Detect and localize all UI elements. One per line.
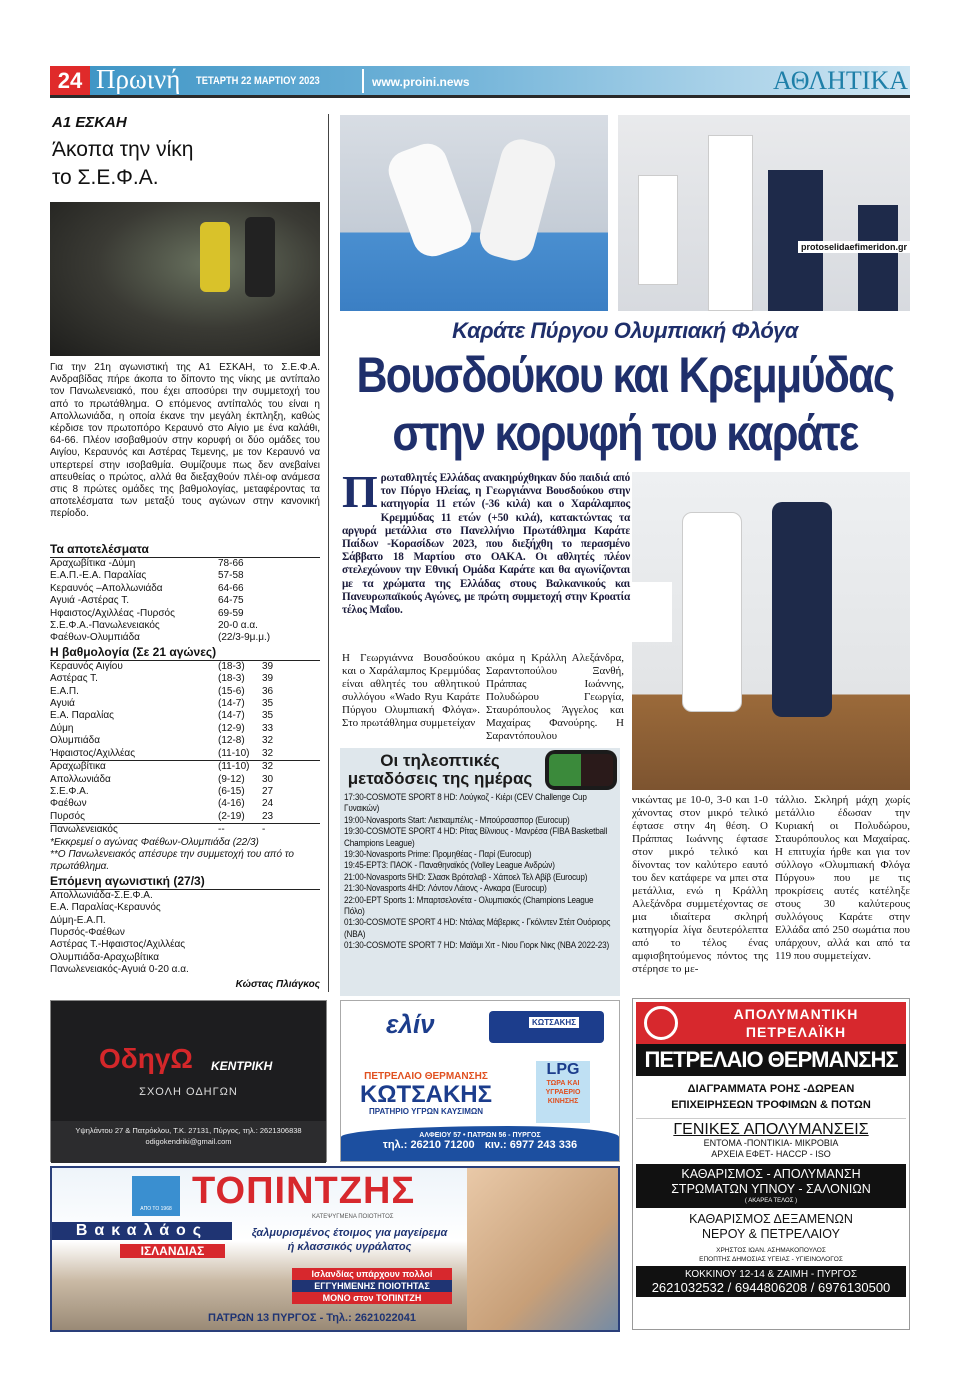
no-pests-icon: [644, 1006, 678, 1040]
result-row: [50, 608, 320, 620]
team-pair: Ε.Α.Π.-Ε.Α. Παραλίας: [50, 570, 147, 582]
headline-line: στην κορυφή του καράτε: [392, 405, 858, 461]
ad-claim: ΕΓΓΥΗΜΕΝΗΣ ΠΟΙΟΤΗΤΑΣ: [292, 1280, 452, 1292]
standing-row: [50, 811, 320, 824]
team-name: Σ.Ε.Φ.Α.: [50, 785, 89, 797]
team-name: Κεραυνός Αιγίου: [50, 660, 123, 672]
points: 32: [262, 761, 274, 773]
team-pair: Ηφαιστος/Αχιλλέας -Πυρσός: [50, 607, 175, 619]
basketball-team-photo: [50, 202, 320, 356]
child-photo: [467, 1168, 620, 1332]
tv-listing: 19:30-Novasports Prime: Προμηθέας - Παρί (Eurocup): [344, 849, 532, 861]
karate-fight-photo: [340, 115, 608, 311]
ad-topintzis[interactable]: [50, 1166, 620, 1332]
truck-icon: [489, 1011, 604, 1043]
ad-address: Υψηλάντου 27 & Πατρόκλου, Τ.Κ. 27131, Πύργος, τηλ.: 2621306838: [75, 1126, 302, 1135]
medalists-photo: [632, 472, 910, 790]
note: *Εκκρεμεί ο αγώνας Φαέθων-Ολυμπιάδα (22/3): [50, 836, 259, 848]
team-name: Πυρσός: [50, 810, 85, 822]
ad-line: ΠΕΤΡΕΛΑΙΟ ΘΕΡΜΑΝΣΗΣ: [364, 1071, 488, 1082]
team-name: Ήφαιστος/Αχιλλέας: [50, 747, 136, 759]
article-column: νικώντας με 10-0, 3-0 και 1-0 χάνοντας στον μικρό τελικό έφτασε στην 4η θέση. Ο Πράππας Ιωάννης έφτασε στον μικρό τελικό και δίνοντας τον καλύτερο εαυτό του δεν κατάφερε να μπει στα μετάλλια, ενώ η Κράλλη Αλεξάνδρα συμμετέχοντας σε μια ιδιαίτερα σκληρή κατηγορία λίγα δευτερόλεπτα από το τέλος ένας αμφισβητούμενος πόντος της στέρησε το με-: [632, 794, 768, 975]
ad-product: Βακαλάος: [52, 1222, 232, 1240]
team-pair: Σ.Ε.Φ.Α.-Πανωλενειακός: [50, 620, 160, 632]
points: -: [262, 824, 266, 836]
result-row: [50, 570, 320, 582]
points: 32: [262, 747, 274, 759]
team-name: Ε.Α.Π.: [50, 685, 79, 697]
points: 35: [262, 710, 274, 722]
result-row: [50, 632, 320, 644]
record: (14-7): [218, 710, 245, 722]
ad-line: ΚΑΘΑΡΙΣΜΟΣ ΔΕΞΑΜΕΝΩΝ: [689, 1212, 853, 1226]
tv-listing: 19:00-Novasports Start: Λιετκαμπέλις - Μπούρσασπορ (Eurocup): [344, 814, 570, 826]
tv-listing: 22:00-ΕΡΤ Sports 1: Μπαρτσελονέτα - Ολυμπιακός (Champions League Πόλο): [344, 894, 594, 918]
record: (12-8): [218, 735, 245, 747]
record: (6-15): [218, 785, 245, 797]
team-name: Πανωλενειακός: [50, 824, 118, 836]
ad-footer: [341, 1126, 619, 1162]
ad-line: ΕΠΙΧΕΙΡΗΣΕΩΝ ΤΡΟΦΙΜΩΝ & ΠΟΤΩΝ: [671, 1099, 871, 1111]
ad-claim: Ισλανδίας υπάρχουν πολλοί: [292, 1268, 452, 1280]
tv-list: [344, 792, 616, 952]
tv-listing: 01:30-COSMOTE SPORT 7 HD: Μαϊάμι Χιτ - Νιου Γιορκ Νικς (NBA 2022-23): [344, 940, 610, 952]
website-link[interactable]: www.proini.news: [372, 75, 470, 89]
ad-tag: ΚΑΤΕΨΥΓΜΕΝΑ ΠΟΙΟΤΗΤΟΣ: [312, 1214, 394, 1220]
team-name: Αστέρας Τ.: [50, 673, 98, 685]
lpg-badge: [536, 1061, 590, 1123]
fixture: Απολλωνιάδα-Σ.Ε.Φ.Α.: [50, 889, 153, 901]
player-figure: [200, 222, 230, 292]
standing-row: [50, 735, 320, 747]
ad-driving-school[interactable]: [50, 1000, 327, 1162]
author: Κώστας Πλιάγκος: [235, 978, 320, 990]
result-row: [50, 595, 320, 607]
ad-line: ΠΕΤΡΕΛΑΪΚΗ: [745, 1024, 847, 1040]
athlete-figure: [682, 512, 742, 712]
left-title: [52, 136, 193, 192]
tv-listing: 21:30-Novasports 4HD: Λόντον Λάιονς - Ανκαρα (Eurocup): [344, 883, 547, 895]
standings-heading: Η βαθμολογία (Σε 21 αγώνες): [50, 645, 320, 661]
record: (18-3): [218, 660, 245, 672]
standing-row: [50, 698, 320, 710]
ad-line: ΠΡΑΤΗΡΙΟ ΥΓΡΩΝ ΚΑΥΣΙΜΩΝ: [368, 1107, 484, 1116]
record: (11-10): [218, 747, 250, 759]
article-kicker: Καράτε Πύργου Ολυμπιακή Φλόγα: [452, 318, 798, 343]
fish-logo: [132, 1176, 180, 1216]
standing-row: [50, 710, 320, 722]
lead-text: ρωταθλητές Ελλάδας ανακηρύχθηκαν δύο παιδιά από τον Πύργο Ηλείας, η Γεωργιάννα Βουσδούκου στην κατηγορία 11 ετών (-36 κιλά) και ο Χαράλαμπος Κρεμμύδας 11 ετών (+50 κιλά), κατακτώντας τα αργυρά μετάλλια στο Πανελλήνιο Πρωτάθλημα Καράτε Παίδων -Κορασίδων 2023, που διεξήχθη το περασμένο Σάββατο 18 Μαρτίου στο ΟΑΚΑ. Οι αθλητές πλέον στελεχώνουν την Εθνική Ομάδα Καράτε και θα αγωνίζονται με τα χρώματα της Ελλάδας στους Βαλκανικούς και Πανευρωπαϊκούς Αγώνες, με πρώτη συμμετοχή στην Κροατία τέλος Μαΐου.: [342, 472, 630, 617]
score: 20-0 α.α.: [218, 620, 258, 632]
record: (14-7): [218, 698, 245, 710]
results-table: [50, 542, 320, 991]
left-title-line: το Σ.Ε.Φ.Α.: [52, 166, 159, 189]
issue-date: ΤΕΤΑΡΤΗ 22 ΜΑΡΤΙΟΥ 2023: [196, 75, 320, 87]
points: 35: [262, 698, 274, 710]
record: (15-6): [218, 685, 245, 697]
team-pair: Αγυιά -Αστέρας Τ.: [50, 595, 129, 607]
tv-listings-box: [340, 748, 620, 996]
athlete-figure: [858, 205, 898, 311]
team-pair: Κεραυνός –Απολλωνιάδα: [50, 582, 163, 594]
score: 57-58: [218, 570, 244, 582]
player-figure: [245, 217, 275, 297]
lpg-label: LPG: [546, 1061, 580, 1078]
athlete-figure: [772, 502, 832, 717]
results-heading: Τα αποτελέσματα: [50, 542, 320, 558]
result-row: [50, 558, 320, 570]
ad-line: ΝΕΡΟΥ & ΠΕΤΡΕΛΑΙΟΥ: [702, 1227, 840, 1241]
ad-line: ΓΕΝΙΚΕΣ ΑΠΟΛΥΜΑΝΣΕΙΣ: [673, 1121, 869, 1138]
fixture: Ολυμπιάδα-Αραχωβίτικα: [50, 951, 160, 963]
standing-row: [50, 723, 320, 735]
tv-listing: 01:30-COSMOTE SPORT 4 HD: Ντάλας Μάβερικς - Γκόλντεν Στέιτ Ουόριορς (NBA): [344, 917, 611, 940]
ad-claim: ΜΟΝΟ στον ΤΟΠΙΝΤΖΗ: [292, 1292, 452, 1304]
standing-row: [50, 748, 320, 761]
tv-title-line: Οι τηλεοπτικές: [380, 751, 500, 770]
ad-desc: ξαλμυρισμένος έτοιμος για μαγείρεμα: [251, 1227, 448, 1239]
left-kicker: Α1 ΕΣΚΑΗ: [52, 114, 127, 131]
record: (9-12): [218, 773, 245, 785]
score: 64-66: [218, 582, 244, 594]
article-lead: [342, 466, 630, 617]
ad-line: ΚΑΘΑΡΙΣΜΟΣ - ΑΠΟΛΥΜΑΝΣΗ: [681, 1167, 861, 1181]
points: 39: [262, 660, 274, 672]
next-round-heading: Επόμενη αγωνιστική (27/3): [50, 874, 320, 890]
points: 23: [262, 810, 274, 822]
score: 78-66: [218, 558, 244, 569]
points: 39: [262, 673, 274, 685]
fixture: Πυρσός-Φαέθων: [50, 926, 125, 938]
ad-line: ΧΡΗΣΤΟΣ ΙΩΑΝ. ΑΣΗΜΑΚΟΠΟΥΛΟΣ: [716, 1247, 826, 1254]
ad-line: ΚΟΚΚΙΝΟΥ 12-14 & ΖΑΙΜΗ - ΠΥΡΓΟΣ: [684, 1269, 858, 1280]
standing-row: [50, 761, 320, 773]
ad-address: ΠΑΤΡΩΝ 13 ΠΥΡΓΟΣ - Τηλ.: 2621022041: [208, 1312, 416, 1324]
article-column: τάλλιο. Σκληρή μάχη χωρίς μετάλλιο έδωσαν την Κυριακή οι Πολυδώρου, Σταυρόπουλος και Μαχαίρας. Η επιτυχία ήρθε και για τον σύλλογο «Ολυμπιακή Φλόγα Πύργου» που με τις προκρίσεις αυτές κατέληξε στους 30 καλύτερους συλλόγους Καράτε στην Ελλάδα από 250 σωμάτια που υπάρχουν, αλλά και από τα 119 που συμμετείχαν.: [775, 794, 910, 962]
team-name: Απολλωνιάδα: [50, 773, 111, 785]
banner: [632, 582, 672, 642]
note: **Ο Πανωλενειακός απέσυρε την συμμετοχή του από το πρωτάθλημα.: [50, 848, 294, 873]
tv-listing: 17:30-COSMOTE SPORT 8 HD: Λούγκοζ - Κιέρι (CEV Challenge Cup Γυναικών): [344, 792, 587, 815]
article-column: ακόμα η Κράλλη Αλεξάνδρα, Σαραντοπούλου Ξανθή, Πράππας Ιωάννης, Πολυδώρου Γεωργία, Σταυρόπουλος Άγγελος και Μαχαίρας Φανούρης. Η Σαραντόπουλου: [486, 652, 624, 742]
page-header: [50, 66, 910, 98]
record: (11-10): [218, 761, 250, 773]
standing-row: [50, 673, 320, 685]
points: 24: [262, 798, 274, 810]
ad-apolymantiki[interactable]: [632, 998, 910, 1330]
ad-email: odigokendriki@gmail.com: [145, 1137, 232, 1146]
points: 36: [262, 685, 274, 697]
standing-row: [50, 798, 320, 810]
since-label: ΑΠΟ ΤΟ 1968: [140, 1206, 172, 1212]
tv-title: [340, 752, 540, 788]
tv-icon: [545, 750, 617, 790]
standing-row: [50, 686, 320, 698]
standing-row: [50, 774, 320, 786]
ad-line: ( ΑΚΑΡΕΑ ΤΕΛΟΣ ): [744, 1198, 798, 1204]
ad-address: ΑΛΦΕΙΟΥ 57 • ΠΑΤΡΩΝ 56 - ΠΥΡΓΟΣ: [419, 1132, 541, 1139]
result-row: [50, 583, 320, 595]
ad-name: ΚΩΤΣΑΚΗΣ: [359, 1081, 493, 1108]
ad-phones: 2621032532 / 6944806208 / 6976130500: [651, 1280, 891, 1295]
left-article-body: Για την 21η αγωνιστική της Α1 ΕΣΚΑΗ, το Σ.Ε.Φ.Α. Ανδραβίδας πήρε άκοπα το δίποντο της νίκης με αντίπαλο τον Πανωλενειακό, που έχει αποσύρει την συμμετοχή του από το πρωτάθλημα. Ο επόμενος αντίπαλός του είναι η Απολλωνιάδα, η οποία έκανε την μεγάλη έκπληξη, καθώς κέρδισε τον πρωτοπόρο Κεραυνό στο Αίγιο με ένα καλάθι, 64-66. Πλέον ισοβαθμούν στην κορυφή οι δύο ομάδες του Αιγίου, Κεραυνός και Αστέρας Τεμενης, με τον Κεραυνό να υπερτερεί στην ισοβαθμία. Θυμίζουμε πως δεν ανεβαίνει απευθείας ο πρώτος, αλλά θα διεξαχθούν πλέι-οφ ανάμεσα στις 8 πρώτες ομάδες της βαθμολογίας, μεταφέροντας τα αποτελέσματα των μεταξύ τους αγώνων στην κανονική περίοδο.: [50, 362, 320, 520]
ad-sub: ΚΕΝΤΡΙΚΗ: [211, 1059, 273, 1073]
ad-line: ΑΡΧΕΙΑ ΕΦΕΤ- HACCP - ISO: [711, 1149, 831, 1159]
drop-cap: Π: [342, 466, 378, 517]
team-name: Ολυμπιάδα: [50, 735, 101, 747]
record: (4-16): [218, 798, 245, 810]
fixture: Ε.Α. Παραλίας-Κεραυνός: [50, 902, 161, 914]
article-headline: [346, 346, 905, 462]
athlete-figure: [638, 175, 678, 285]
standing-row: [50, 824, 320, 836]
ad-line: ΑΠΟΛΥΜΑΝΤΙΚΗ: [733, 1006, 859, 1022]
team-name: Δύμη: [50, 722, 74, 734]
record: --: [218, 824, 225, 836]
ad-kotsakis[interactable]: [340, 1000, 620, 1162]
fixture: Πανωλενειακός-Αγυιά 0-20 α.α.: [50, 964, 189, 976]
fixture: Δύμη-Ε.Α.Π.: [50, 914, 106, 926]
points: 32: [262, 735, 274, 747]
ad-name: ΤΟΠΙΝΤΖΗΣ: [192, 1170, 416, 1212]
team-name: Φαέθων: [50, 798, 87, 810]
ad-phone: τηλ.: 26210 71200: [382, 1139, 475, 1151]
ad-product-origin: ΙΣΛΑΝΔΙΑΣ: [120, 1244, 225, 1258]
ad-line: ΣΤΡΩΜΑΤΩΝ ΥΠΝΟΥ - ΣΑΛΟΝΙΩΝ: [671, 1182, 871, 1196]
tv-listing: 19:30-COSMOTE SPORT 4 HD: Ρίτας Βίλνιους - Μανρέσα (FIBA Basketball Champions League): [344, 826, 608, 849]
team-name: Αγυιά: [50, 698, 75, 710]
standing-row: [50, 661, 320, 673]
athlete-figure: [475, 135, 559, 265]
left-title-line: Άκοπα την νίκη: [52, 138, 194, 161]
tv-title-line: μεταδόσεις της ημέρας: [347, 769, 533, 788]
standing-row: [50, 786, 320, 798]
truck-label: ΚΩΤΣΑΚΗΣ: [529, 1017, 579, 1028]
ad-school: ΣΧΟΛΗ ΟΔΗΓΩΝ: [139, 1086, 238, 1098]
result-row: [50, 620, 320, 632]
tv-listing: 21:00-Novasports 5HD: Σλασκ Βρότσλαβ - Χάποελ Τελ Αβίβ (Eurocup): [344, 871, 588, 883]
ad-logo: ελίν: [386, 1009, 435, 1039]
score: 64-75: [218, 595, 244, 607]
page-number: 24: [50, 66, 90, 95]
lpg-sub: ΤΩΡΑ ΚΑΙ ΥΓΡΑΕΡΙΟ ΚΙΝΗΣΗΣ: [545, 1080, 581, 1105]
ad-line: ΠΕΤΡΕΛΑΙΟ ΘΕΡΜΑΝΣΗΣ: [636, 1044, 906, 1076]
column-divider: [328, 114, 329, 992]
points: 27: [262, 785, 274, 797]
fixture: Αστέρας Τ.-Ηφαιστος/Αχιλλέας: [50, 939, 186, 951]
headline-line: Βουσδούκου και Κρεμμύδας: [356, 347, 894, 403]
team-name: Αραχωβίτικα: [50, 761, 106, 773]
medal-group-photo: [618, 115, 910, 311]
team-name: Ε.Α. Παραλίας: [50, 710, 114, 722]
ad-phone: κιν.: 6977 243 336: [484, 1139, 578, 1151]
athlete-figure: [383, 138, 477, 262]
ad-contact: [51, 1121, 326, 1163]
ad-line: ΔΙΑΓΡΑΜΜΑΤΑ ΡΟΗΣ -ΔΩΡΕΑΝ: [687, 1083, 855, 1095]
team-pair: Αραχωβίτικα -Δύμη: [50, 558, 136, 569]
section-title: ΑΘΛΗΤΙΚΑ: [773, 66, 908, 95]
article-column: Η Γεωργιάννα Βουσδούκου και ο Χαράλαμπος Κρεμμύδας είναι αθλητές του αθλητικού συλλόγου «Wado Ryu Καράτε Πύργου Ολυμπιακή Φλόγα». Στο πρωτάθλημα συμμετείχαν: [342, 652, 480, 729]
score: (22/3-9μ.μ.): [218, 632, 271, 644]
newspaper-logo: Πρωινή: [96, 64, 181, 94]
record: (12-9): [218, 722, 245, 734]
ad-line: ΕΝΤΟΜΑ -ΠΟΝΤΙΚΙΑ- ΜΙΚΡΟΒΙΑ: [703, 1138, 839, 1148]
ad-desc: ή κλασσικός υγράλατος: [287, 1241, 412, 1253]
watermark: protoselidaefimeridon.gr: [798, 241, 910, 253]
record: (2-19): [218, 810, 245, 822]
ad-brand: ΟδηγΩ: [99, 1043, 193, 1074]
header-divider: [362, 69, 364, 93]
points: 33: [262, 722, 274, 734]
tv-listing: 19:45-ΕΡΤ3: ΠΑΟΚ - Παναθηναϊκός (Volley League Ανδρών): [344, 860, 555, 872]
record: (18-3): [218, 673, 245, 685]
score: 69-59: [218, 607, 244, 619]
athlete-figure: [708, 135, 753, 311]
team-pair: Φαέθων-Ολυμπιάδα: [50, 632, 140, 644]
points: 30: [262, 773, 274, 785]
ad-line: ΕΠΟΠΤΗΣ ΔΗΜΟΣΙΑΣ ΥΓΕΙΑΣ - ΥΓΙΕΙΝΟΛΟΓΟΣ: [699, 1256, 843, 1263]
